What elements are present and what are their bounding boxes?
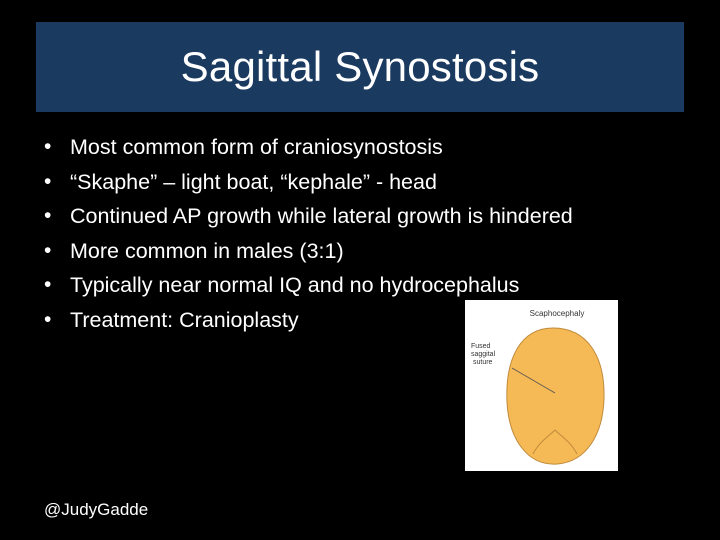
bullet-text: More common in males (3:1) xyxy=(70,238,344,263)
bullet-text: “Skaphe” – light boat, “kephale” - head xyxy=(70,169,437,194)
slide-title: Sagittal Synostosis xyxy=(180,43,540,90)
bullet-item xyxy=(44,130,573,165)
bullet-dot: • xyxy=(44,169,52,193)
bullet-item xyxy=(44,268,573,303)
skull-outline xyxy=(507,328,604,464)
title-bar xyxy=(36,22,684,112)
author-credit: @JudyGadde xyxy=(44,500,149,519)
bullet-dot: • xyxy=(44,204,52,228)
bullet-item xyxy=(44,234,573,269)
label-suture: suture xyxy=(473,359,493,366)
scaphocephaly-figure xyxy=(465,300,618,471)
bullet-dot: • xyxy=(44,273,52,297)
bullet-dot: • xyxy=(44,307,52,331)
label-saggital: saggital xyxy=(471,351,496,358)
bullet-text: Typically near normal IQ and no hydrocephalus xyxy=(70,273,520,298)
bullet-item xyxy=(44,165,573,200)
bullet-dot: • xyxy=(44,238,52,262)
skull-diagram xyxy=(465,300,618,471)
bullet-item xyxy=(44,199,573,234)
bullet-text: Most common form of craniosynostosis xyxy=(70,135,443,159)
label-fused: Fused xyxy=(471,343,491,350)
bullet-dot: • xyxy=(44,135,52,158)
bullet-text: Continued AP growth while lateral growth is hindered xyxy=(70,204,573,229)
figure-caption: Scaphocephaly xyxy=(529,309,585,318)
bullet-text: Treatment: Cranioplasty xyxy=(70,307,299,332)
